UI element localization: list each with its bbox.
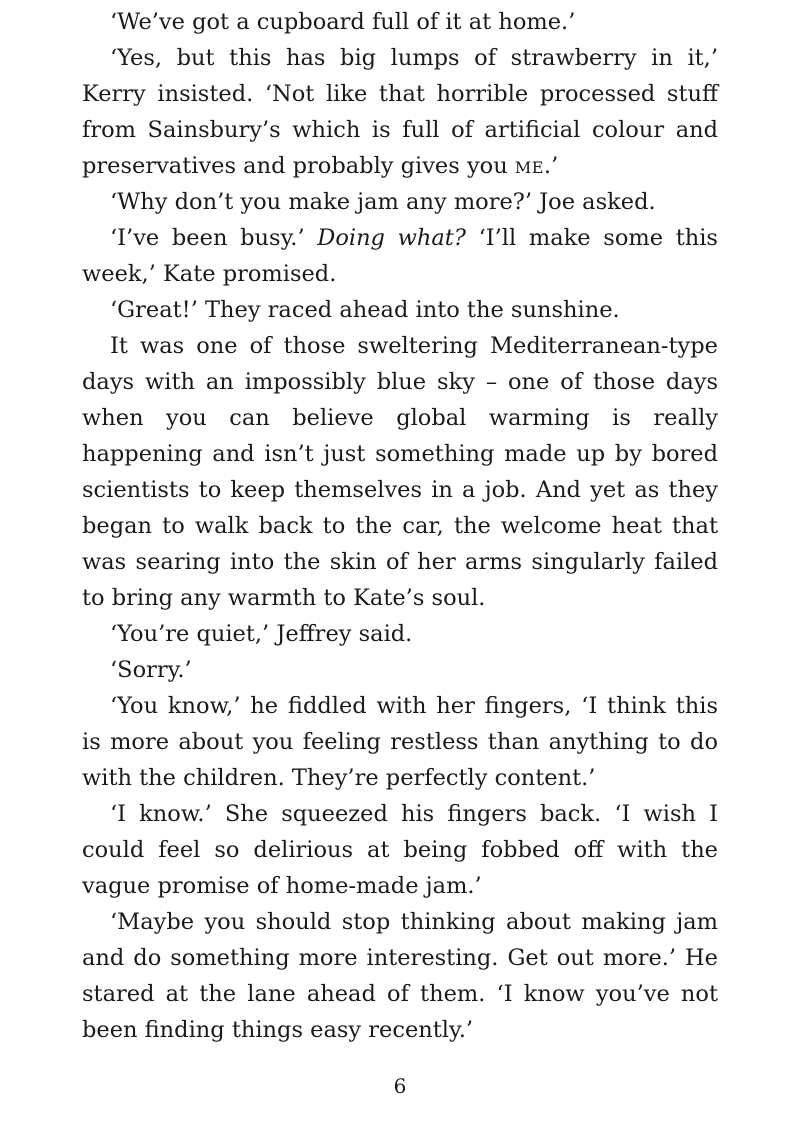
paragraph-11: ‘Maybe you should stop thinking about making jam and do something more interesting. Get out more.’ He stared at the lane ahead of them. ‘I know you’ve not been finding things easy recently.’ — [82, 909, 718, 1043]
paragraph-2 — [82, 40, 718, 184]
page-number: 6 — [393, 1074, 407, 1098]
paragraph-2-text-a: ‘Yes, but this has big lumps of strawberry in it,’ Kerry insisted. ‘Not like that horrible processed stuff from Sainsbury’s which is full of artificial colour and preservatives and probably gives you — [82, 45, 718, 179]
paragraph-6: It was one of those sweltering Mediterranean-type days with an impossibly blue sky – one of those days when you can believe global warming is really happening and isn’t just something made up by bored scientists to keep themselves in a job. And yet as they began to walk back to the car, the welcome heat that was searing into the skin of her arms singularly failed to bring any warmth to Kate’s soul. — [82, 333, 718, 611]
paragraph-9: ‘You know,’ he fiddled with her fingers, ‘I think this is more about you feeling restless than anything to do with the children. They’re perfectly content.’ — [82, 693, 718, 791]
paragraph-2-smallcaps: me — [514, 153, 544, 179]
paragraph-4-text-a: ‘I’ve been busy.’ — [110, 225, 318, 251]
paragraph-1: ‘We’ve got a cupboard full of it at home.’ — [110, 9, 576, 35]
paragraph-10: ‘I know.’ She squeezed his fingers back. ‘I wish I could feel so delirious at being fobbed off with the vague promise of home-made jam.’ — [82, 801, 718, 899]
paragraph-4 — [82, 220, 718, 292]
paragraph-8: ‘Sorry.’ — [110, 657, 192, 683]
paragraph-7: ‘You’re quiet,’ Jeffrey said. — [110, 621, 413, 647]
book-page-text — [82, 4, 718, 1048]
paragraph-4-text-b: ‘I’ll make some this week,’ Kate promised. — [82, 225, 718, 287]
paragraph-3: ‘Why don’t you make jam any more?’ Joe asked. — [110, 189, 656, 215]
paragraph-2-text-b: .’ — [543, 153, 559, 179]
paragraph-5: ‘Great!’ They raced ahead into the sunshine. — [110, 297, 620, 323]
paragraph-4-italic: Doing what? — [317, 225, 466, 251]
